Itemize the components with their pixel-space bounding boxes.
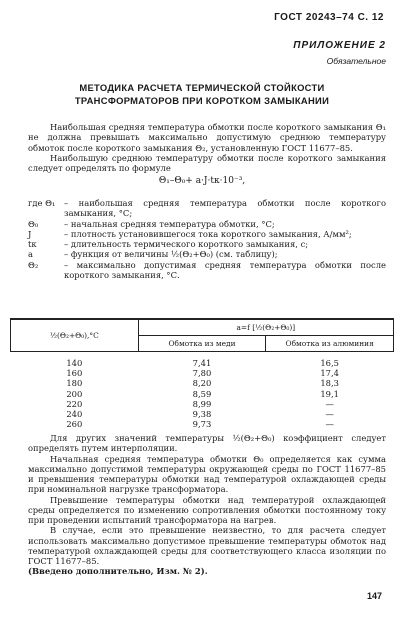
table-cell: 240 xyxy=(66,409,83,420)
table-header-copper: Обмотка из меди xyxy=(138,336,266,352)
paragraph-initial-temperature: Начальная средняя температура обмотки Θ₀ определяется как сумма максимально допустимой температуры окружающей среды по ГОСТ 11677–85 и превышения температуры обмотки над температурой охлаждающей среды при номинальной нагрузке трансформатора. xyxy=(28,453,386,495)
intro-text xyxy=(28,122,386,173)
table-cell: 220 xyxy=(66,398,83,409)
formula: Θ₁–Θ₀+ a·J·tк·10⁻³, xyxy=(158,176,246,186)
table-header-function: a=f [½(Θ₂+Θ₀)] xyxy=(138,319,393,336)
footer-text xyxy=(28,433,386,577)
table-cell: 8,20 xyxy=(192,378,212,389)
definition-item xyxy=(28,198,386,219)
title-line-2: ТРАНСФОРМАТОРОВ ПРИ КОРОТКОМ ЗАМЫКАНИИ xyxy=(74,94,330,106)
definition-item xyxy=(28,249,386,259)
table-cell: 18,3 xyxy=(320,378,339,389)
page-number: 147 xyxy=(366,591,382,601)
definition-text: – плотность установившегося тока короткого замыкания, А/мм²; xyxy=(64,228,352,239)
table-row xyxy=(11,368,394,378)
definition-text: – начальная средняя температура обмотки, °С; xyxy=(64,218,275,229)
table-row xyxy=(11,358,394,368)
coefficient-table xyxy=(10,318,394,429)
table-cell: 16,5 xyxy=(320,358,339,369)
table-cell: — xyxy=(325,409,334,420)
document-title xyxy=(0,82,404,107)
definition-symbol: Θ₀ xyxy=(28,218,39,229)
table-cell: 200 xyxy=(66,388,83,399)
definition-symbol: tк xyxy=(28,239,37,249)
table-row xyxy=(11,409,394,419)
definition-text: – максимально допустимая средняя температура обмотки после короткого замыкания, °С. xyxy=(64,259,386,280)
table-cell: 8,99 xyxy=(192,398,212,409)
definition-item xyxy=(28,229,386,239)
definition-text: – длительность термического короткого замыкания, с; xyxy=(64,239,309,249)
table-row xyxy=(11,419,394,429)
appendix-subtitle: Обязательное xyxy=(326,56,386,67)
table-cell: 17,4 xyxy=(320,368,339,379)
appendix-title: ПРИЛОЖЕНИЕ 2 xyxy=(293,40,386,51)
definition-item xyxy=(28,260,386,281)
definition-symbol: где Θ₁ xyxy=(28,198,56,208)
paragraph-1: Наибольшая средняя температура обмотки после короткого замыкания Θ₁ не должна превышать максимально допустимую среднюю температуру обмоток после короткого замыкания Θ₂, установленную ГОСТ 11677–85. xyxy=(28,122,386,153)
paragraph-overheat: Превышение температуры обмотки над температурой охлаждающей среды определяется по изменению сопротивления обмотки постоянному току при проведении испытаний трансформатора на нагрев. xyxy=(28,494,386,525)
table-cell: 180 xyxy=(66,378,83,389)
definition-item xyxy=(28,219,386,229)
definitions-list xyxy=(28,198,386,280)
definition-item xyxy=(28,239,386,249)
table-row xyxy=(11,399,394,409)
table-cell: 7,80 xyxy=(192,368,212,379)
paragraph-unknown-case: В случае, если это превышение неизвестно, то для расчета следует использовать максимально допустимое превышение температуры обмоток над температурой охлаждающей среды для соответствующего класса изоляции по ГОСТ 11677–85. xyxy=(28,525,386,566)
table-header-temperature: ½(Θ₂+Θ₀),°С xyxy=(11,319,139,352)
table-header-aluminium: Обмотка из алюминия xyxy=(266,336,394,352)
table-cell: 8,59 xyxy=(192,388,212,399)
table-row xyxy=(11,389,394,399)
table-cell: — xyxy=(325,398,334,409)
table-cell: 260 xyxy=(66,419,83,430)
table-row xyxy=(11,378,394,388)
table-cell: 160 xyxy=(66,368,83,379)
table-cell: 7,41 xyxy=(192,358,212,369)
amendment-note: (Введено дополнительно, Изм. № 2). xyxy=(28,566,208,577)
table-cell: 19,1 xyxy=(320,388,339,399)
definition-symbol: a xyxy=(28,249,33,260)
paragraph-2: Наибольшую среднюю температуру обмотки после короткого замыкания следует определять по формуле xyxy=(28,152,386,173)
definition-symbol: Θ₂ xyxy=(28,259,39,270)
page-header: ГОСТ 20243–74 С. 12 xyxy=(274,12,384,23)
definition-text: – наибольшая средняя температура обмотки после короткого замыкания, °С; xyxy=(64,198,386,219)
table-cell: — xyxy=(325,419,334,430)
title-line-1: МЕТОДИКА РАСЧЕТА ТЕРМИЧЕСКОЙ СТОЙКОСТИ xyxy=(79,82,325,93)
definition-text: – функция от величины ½(Θ₂+Θ₀) (см. таблицу); xyxy=(64,249,278,260)
table-cell: 9,38 xyxy=(192,409,212,420)
table-cell: 9,73 xyxy=(192,419,212,430)
table-cell: 140 xyxy=(66,358,83,369)
paragraph-interpolation: Для других значений температуры ½(Θ₂+Θ₀) коэффициент следует определять путем интерполяции. xyxy=(28,433,386,454)
appendix-label xyxy=(293,40,386,67)
definition-symbol: J xyxy=(28,228,32,239)
